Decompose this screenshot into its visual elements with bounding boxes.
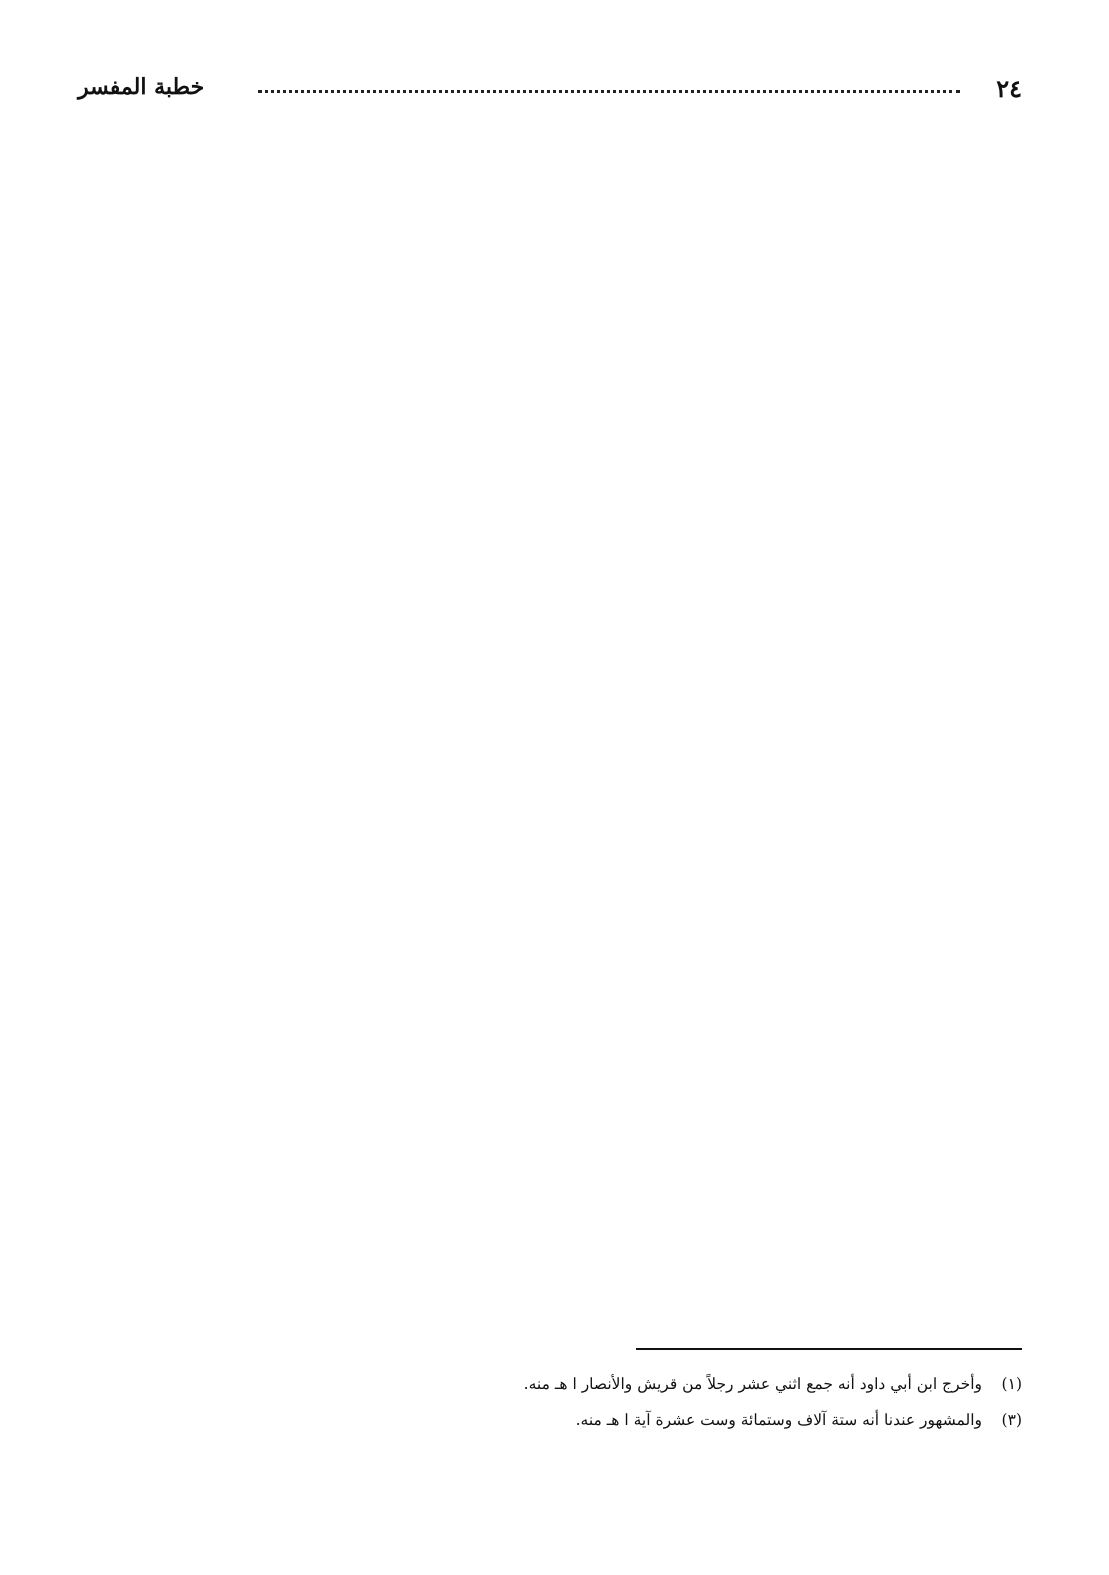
footnote: [78, 1366, 1022, 1402]
footnotes: [78, 1366, 1022, 1438]
footnote-text: والمشهور عندنا أنه ستة آلاف وستمائة وست عشرة آية ا هـ منه.: [575, 1411, 982, 1429]
page-number: ٢٤: [996, 74, 1022, 103]
footnote: [78, 1402, 1022, 1438]
footnote-number: (٣): [1001, 1411, 1022, 1429]
footnote-number: (١): [1001, 1375, 1022, 1393]
header-dot-leader: [258, 90, 960, 93]
footnote-divider: [636, 1348, 1022, 1350]
footnote-text: وأخرج ابن أبي داود أنه جمع اثني عشر رجلاً من قريش والأنصار ا هـ منه.: [523, 1375, 982, 1393]
page-header: [78, 74, 1022, 118]
running-title: خطبة المفسر: [78, 74, 205, 100]
